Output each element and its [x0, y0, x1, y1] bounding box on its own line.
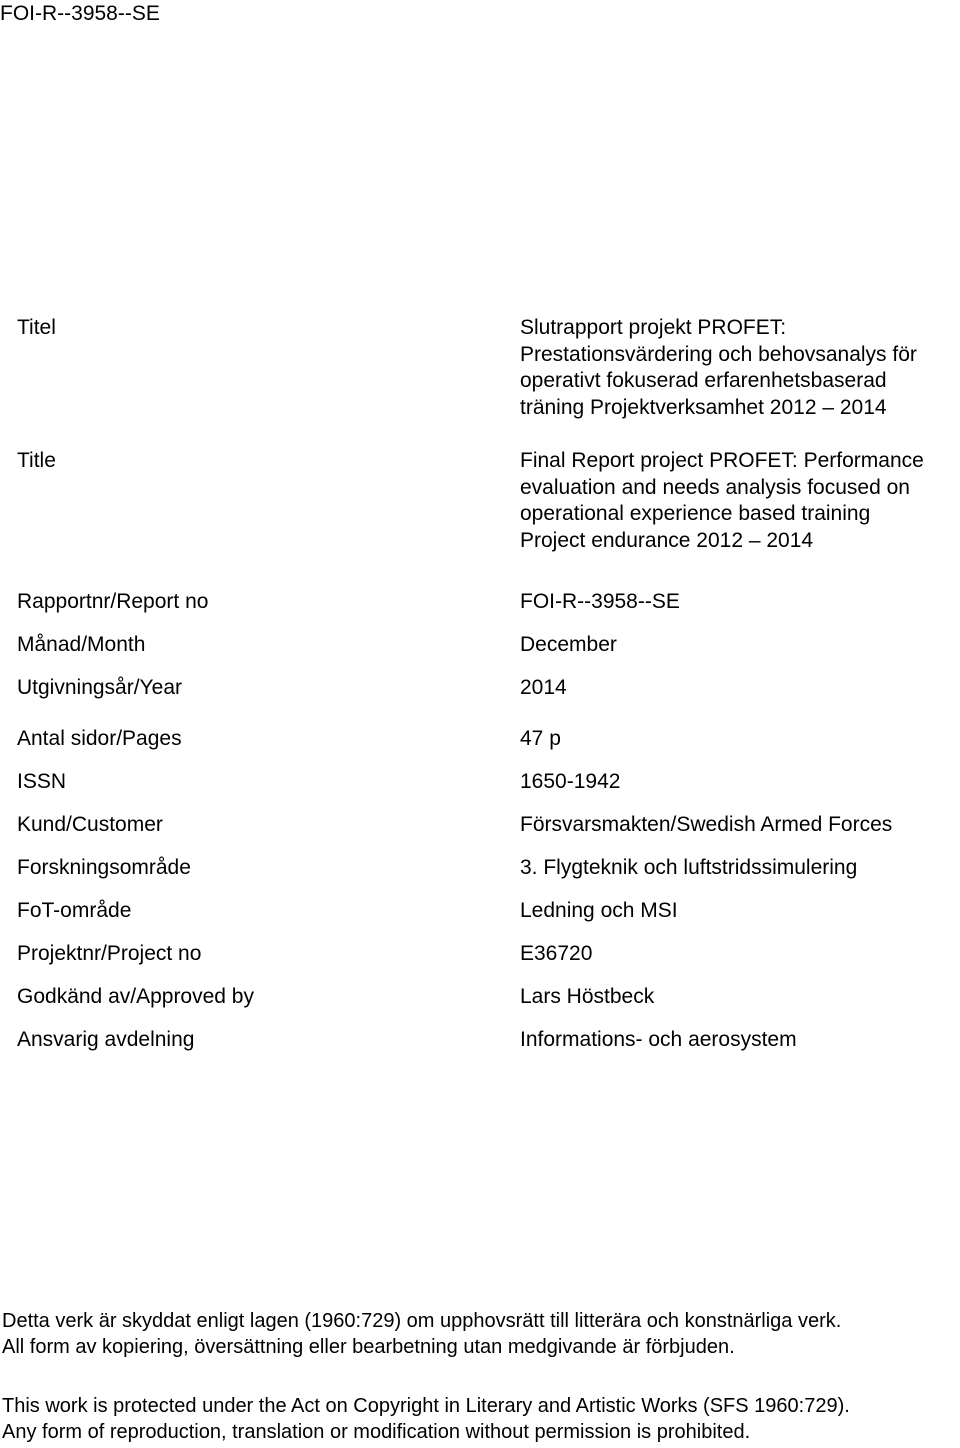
value-year: 2014: [520, 676, 567, 699]
copyright-sv-line-1: Detta verk är skyddat enligt lagen (1960:729) om upphovsrätt till litterära och konstnärliga verk.: [2, 1310, 842, 1332]
value-month: December: [520, 633, 617, 656]
label-research-area: Forskningsområde: [17, 856, 191, 879]
value-report-no: FOI-R--3958--SE: [520, 590, 680, 613]
label-titel: Titel: [17, 316, 56, 339]
titel-line-4: träning Projektverksamhet 2012 – 2014: [520, 395, 887, 419]
label-fot-area: FoT-område: [17, 899, 132, 922]
label-year: Utgivningsår/Year: [17, 676, 182, 699]
title-line-1: Final Report project PROFET: Performance: [520, 449, 924, 472]
value-fot-area: Ledning och MSI: [520, 899, 678, 922]
label-pages: Antal sidor/Pages: [17, 727, 182, 750]
copyright-notice-english: [2, 1393, 850, 1445]
value-title: [520, 448, 924, 554]
value-approved-by: Lars Höstbeck: [520, 985, 655, 1008]
label-report-no: Rapportnr/Report no: [17, 590, 209, 613]
title-line-3: operational experience based training: [520, 502, 871, 525]
label-month: Månad/Month: [17, 633, 146, 656]
label-approved-by: Godkänd av/Approved by: [17, 985, 254, 1008]
label-title: Title: [17, 449, 56, 472]
value-project-no: E36720: [520, 942, 593, 965]
label-department: Ansvarig avdelning: [17, 1028, 195, 1051]
title-line-4: Project endurance 2012 – 2014: [520, 528, 814, 552]
copyright-notice-swedish: [2, 1308, 841, 1360]
document-id: FOI-R--3958--SE: [0, 2, 160, 25]
title-line-2: evaluation and needs analysis focused on: [520, 475, 910, 499]
value-pages: 47 p: [520, 727, 561, 750]
label-issn: ISSN: [17, 770, 67, 793]
titel-line-1: Slutrapport projekt PROFET:: [520, 316, 787, 339]
value-research-area: 3. Flygteknik och luftstridssimulering: [520, 856, 858, 879]
label-customer: Kund/Customer: [17, 813, 163, 836]
titel-line-2: Prestationsvärdering och behovsanalys för: [520, 342, 917, 366]
label-project-no: Projektnr/Project no: [17, 942, 202, 965]
titel-line-3: operativt fokuserad erfarenhetsbaserad: [520, 369, 887, 392]
value-issn: 1650-1942: [520, 770, 621, 793]
value-titel: [520, 315, 917, 421]
value-department: Informations- och aerosystem: [520, 1028, 797, 1051]
copyright-en-line-2: Any form of reproduction, translation or modification without permission is prohibited.: [2, 1421, 751, 1443]
copyright-en-line-1: This work is protected under the Act on Copyright in Literary and Artistic Works (SFS 1960:729).: [2, 1395, 850, 1417]
copyright-sv-line-2: All form av kopiering, översättning eller bearbetning utan medgivande är förbjuden.: [2, 1336, 735, 1358]
value-customer: Försvarsmakten/Swedish Armed Forces: [520, 813, 893, 836]
